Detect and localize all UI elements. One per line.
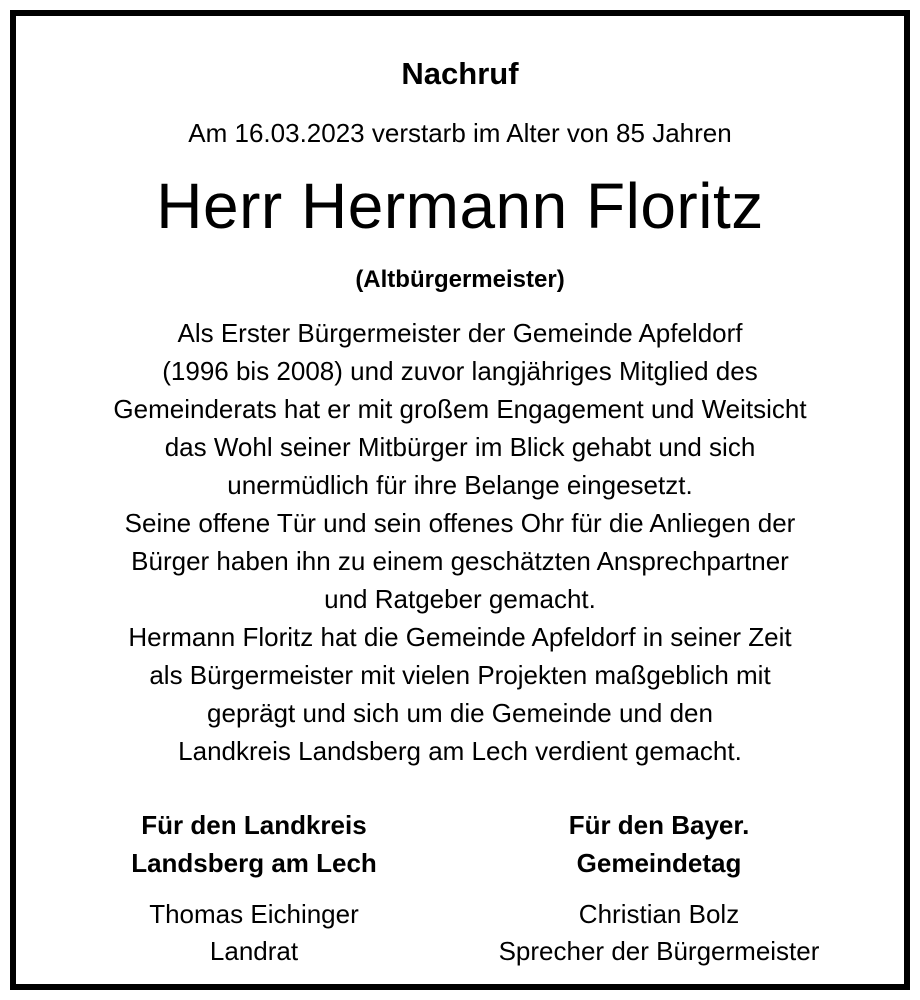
deceased-title: (Altbürgermeister) <box>355 266 565 293</box>
tribute-line: unermüdlich für ihre Belange eingesetzt. <box>227 470 693 500</box>
signatory-name: Thomas Eichinger <box>149 899 359 929</box>
tribute-line: geprägt und sich um die Gemeinde und den <box>207 698 713 728</box>
signatory-name: Christian Bolz <box>578 899 740 929</box>
tribute-line: Seine offene Tür und sein offenes Ohr für die Anliegen der <box>124 508 796 538</box>
signature-landkreis <box>64 806 444 970</box>
tribute-text <box>16 314 904 770</box>
tribute-line: Bürger haben ihn zu einem geschätzten Ansprechpartner <box>131 546 789 576</box>
tribute-line: Als Erster Bürgermeister der Gemeinde Apfeldorf <box>177 318 743 348</box>
obituary-frame <box>10 10 910 990</box>
tribute-line: Gemeinderats hat er mit großem Engagement und Weitsicht <box>113 394 807 424</box>
tribute-line: Hermann Floritz hat die Gemeinde Apfeldorf in seiner Zeit <box>128 622 792 652</box>
notice-heading: Nachruf <box>401 56 519 91</box>
tribute-line: (1996 bis 2008) und zuvor langjähriges Mitglied des <box>162 356 758 386</box>
signature-org-line: Landsberg am Lech <box>131 848 377 878</box>
tribute-line: und Ratgeber gemacht. <box>324 584 596 614</box>
tribute-line: das Wohl seiner Mitbürger im Blick gehabt und sich <box>164 432 756 462</box>
signatory-role: Landrat <box>209 936 299 966</box>
tribute-line: als Bürgermeister mit vielen Projekten maßgeblich mit <box>149 660 771 690</box>
tribute-line: Landkreis Landsberg am Lech verdient gemacht. <box>178 736 742 766</box>
signature-org-line: Gemeindetag <box>576 848 742 878</box>
signature-org-line: Für den Landkreis <box>141 810 367 840</box>
signature-gemeindetag <box>469 806 849 970</box>
signature-org-line: Für den Bayer. <box>568 810 750 840</box>
deceased-name: Herr Hermann Floritz <box>156 170 764 242</box>
notice-intro: Am 16.03.2023 verstarb im Alter von 85 Jahren <box>188 118 732 148</box>
signatory-role: Sprecher der Bürgermeister <box>498 936 820 966</box>
